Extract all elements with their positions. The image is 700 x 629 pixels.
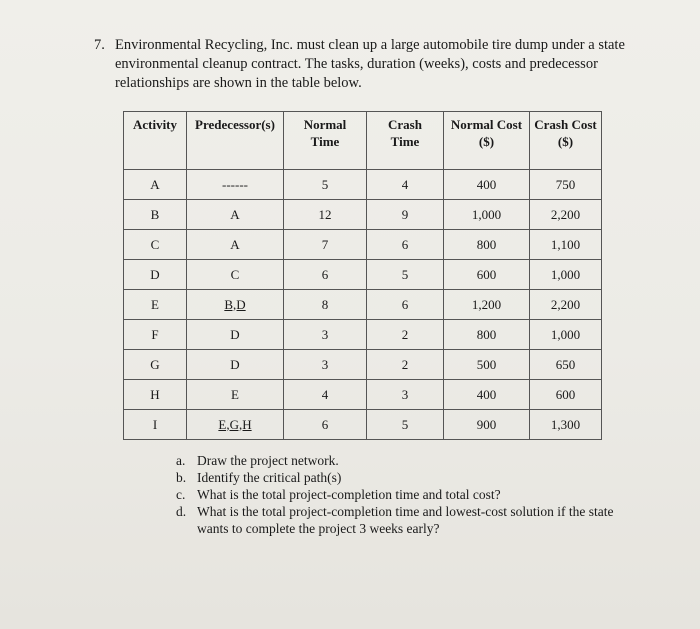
cell-activity: C [124,230,187,260]
cell-normal-time: 3 [284,350,367,380]
cell-normal-cost: 400 [444,170,530,200]
question-label: a. [176,453,186,468]
problem-text: Environmental Recycling, Inc. must clean up a large automobile tire dump under a state environmental cleanup contract. The tasks, duration (weeks), costs and predecessor relationships are shown in the table below. [115,37,625,91]
cell-crash-cost: 1,000 [530,260,602,290]
table-row [124,320,602,350]
question-item [176,452,636,469]
cell-crash-time: 2 [367,350,444,380]
cell-normal-time: 6 [284,410,367,440]
cell-activity: F [124,320,187,350]
cell-normal-cost: 400 [444,380,530,410]
cell-crash-cost: 1,000 [530,320,602,350]
activity-table [123,111,602,440]
cell-crash-time: 5 [367,260,444,290]
table-row [124,350,602,380]
cell-normal-time: 5 [284,170,367,200]
activity-table-wrapper [123,111,602,440]
question-list [176,452,636,537]
cell-crash-time: 6 [367,290,444,320]
cell-crash-time: 6 [367,230,444,260]
cell-crash-cost: 2,200 [530,200,602,230]
cell-crash-cost: 1,300 [530,410,602,440]
cell-normal-time: 7 [284,230,367,260]
question-item [176,503,636,537]
table-row [124,290,602,320]
cell-normal-cost: 1,200 [444,290,530,320]
table-row [124,410,602,440]
cell-normal-cost: 1,000 [444,200,530,230]
table-row [124,380,602,410]
cell-predecessor: ------ [187,170,284,200]
table-header-row [124,112,602,170]
question-text: Identify the critical path(s) [197,470,342,485]
cell-normal-cost: 800 [444,230,530,260]
cell-crash-time: 3 [367,380,444,410]
cell-crash-cost: 2,200 [530,290,602,320]
question-item [176,486,636,503]
question-item [176,469,636,486]
table-row [124,170,602,200]
cell-activity: E [124,290,187,320]
cell-normal-time: 8 [284,290,367,320]
cell-activity: B [124,200,187,230]
cell-predecessor: A [187,200,284,230]
problem-statement [94,36,634,93]
cell-normal-time: 6 [284,260,367,290]
question-label: c. [176,487,186,502]
table-row [124,260,602,290]
cell-normal-time: 12 [284,200,367,230]
question-text: What is the total project-completion time and lowest-cost solution if the state wants to complete the project 3 weeks early? [197,504,614,536]
cell-activity: D [124,260,187,290]
cell-crash-time: 2 [367,320,444,350]
cell-crash-cost: 650 [530,350,602,380]
cell-predecessor: C [187,260,284,290]
header-crash-cost: Crash Cost ($) [530,112,602,170]
cell-predecessor: B,D [187,290,284,320]
header-crash-time: Crash Time [367,112,444,170]
cell-crash-cost: 750 [530,170,602,200]
header-activity: Activity [124,112,187,170]
question-label: b. [176,470,187,485]
cell-normal-cost: 500 [444,350,530,380]
question-text: Draw the project network. [197,453,339,468]
cell-normal-cost: 800 [444,320,530,350]
cell-activity: H [124,380,187,410]
table-row [124,200,602,230]
cell-crash-cost: 1,100 [530,230,602,260]
cell-normal-cost: 900 [444,410,530,440]
header-normal-cost: Normal Cost ($) [444,112,530,170]
cell-crash-time: 5 [367,410,444,440]
header-predecessors: Predecessor(s) [187,112,284,170]
cell-crash-time: 9 [367,200,444,230]
cell-predecessor: D [187,350,284,380]
cell-activity: A [124,170,187,200]
cell-predecessor: E [187,380,284,410]
question-label: d. [176,504,187,519]
cell-normal-cost: 600 [444,260,530,290]
cell-predecessor: E,G,H [187,410,284,440]
question-text: What is the total project-completion time and total cost? [197,487,501,502]
header-normal-time: Normal Time [284,112,367,170]
cell-crash-cost: 600 [530,380,602,410]
cell-normal-time: 3 [284,320,367,350]
cell-predecessor: D [187,320,284,350]
cell-crash-time: 4 [367,170,444,200]
cell-activity: G [124,350,187,380]
cell-predecessor: A [187,230,284,260]
problem-number: 7. [94,37,105,53]
table-row [124,230,602,260]
cell-normal-time: 4 [284,380,367,410]
cell-activity: I [124,410,187,440]
